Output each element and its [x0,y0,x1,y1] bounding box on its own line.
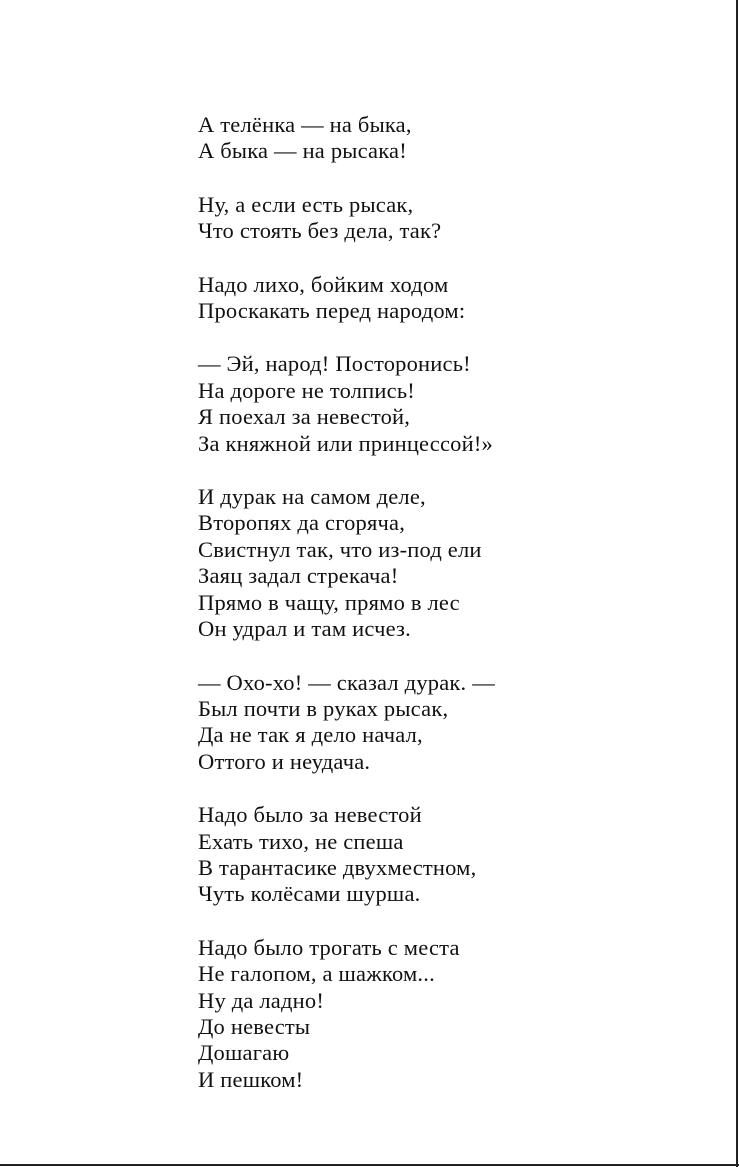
poem-line: Свистнул так, что из-под ели [198,536,482,562]
stanza-2 [198,192,698,245]
poem-text [198,112,698,1120]
poem-line: До невесты [198,1013,311,1039]
poem-line: И дурак на самом деле, [198,484,426,510]
poem-line: Ну да ладно! [198,987,325,1013]
poem-line: — Эй, народ! Посторонись! [198,351,471,377]
poem-line: Надо лихо, бойким ходом [198,271,449,297]
poem-line: Надо было трогать с места [198,934,460,960]
stanza-5 [198,484,698,642]
poem-line: Был почти в руках рысак, [198,695,449,721]
poem-line: За княжной или принцессой!» [198,430,494,456]
poem-line: Надо было за невестой [198,802,422,828]
poem-line: Дошагаю [198,1040,290,1066]
poem-line: Я поехал за невестой, [198,404,411,430]
stanza-7 [198,802,698,908]
page-edge-right [736,0,738,1167]
poem-line: Что стоять без дела, так? [198,218,442,244]
poem-line: Не галопом, а шажком... [198,961,435,987]
stanza-6 [198,670,698,776]
poem-line: Он удрал и там исчез. [198,616,411,642]
poem-line: Второпях да сгоряча, [198,510,406,536]
poem-line: Оттого и неудача. [198,748,371,774]
poem-line: Заяц задал стрекача! [198,563,399,589]
poem-line: На дороге не толпись! [198,377,415,403]
poem-line: Прямо в чащу, прямо в лес [198,589,460,615]
poem-line: А быка — на рысака! [198,138,407,164]
poem-line: И пешком! [198,1066,304,1092]
stanza-4 [198,351,698,457]
poem-line: Да не так я дело начал, [198,722,423,748]
poem-line: Ехать тихо, не спеша [198,828,404,854]
poem-line: Проскакать перед народом: [198,298,466,324]
poem-line: А телёнка — на быка, [198,112,412,137]
page-edge-bottom [0,1164,739,1166]
poem-line: Ну, а если есть рысак, [198,191,414,217]
stanza-8 [198,935,698,1093]
poem-line: Чуть колёсами шурша. [198,881,421,907]
poem-line: В тарантасике двухместном, [198,854,477,880]
stanza-3 [198,272,698,325]
poem-line: — Охо-хо! — сказал дурак. — [198,669,495,695]
stanza-1 [198,112,698,165]
